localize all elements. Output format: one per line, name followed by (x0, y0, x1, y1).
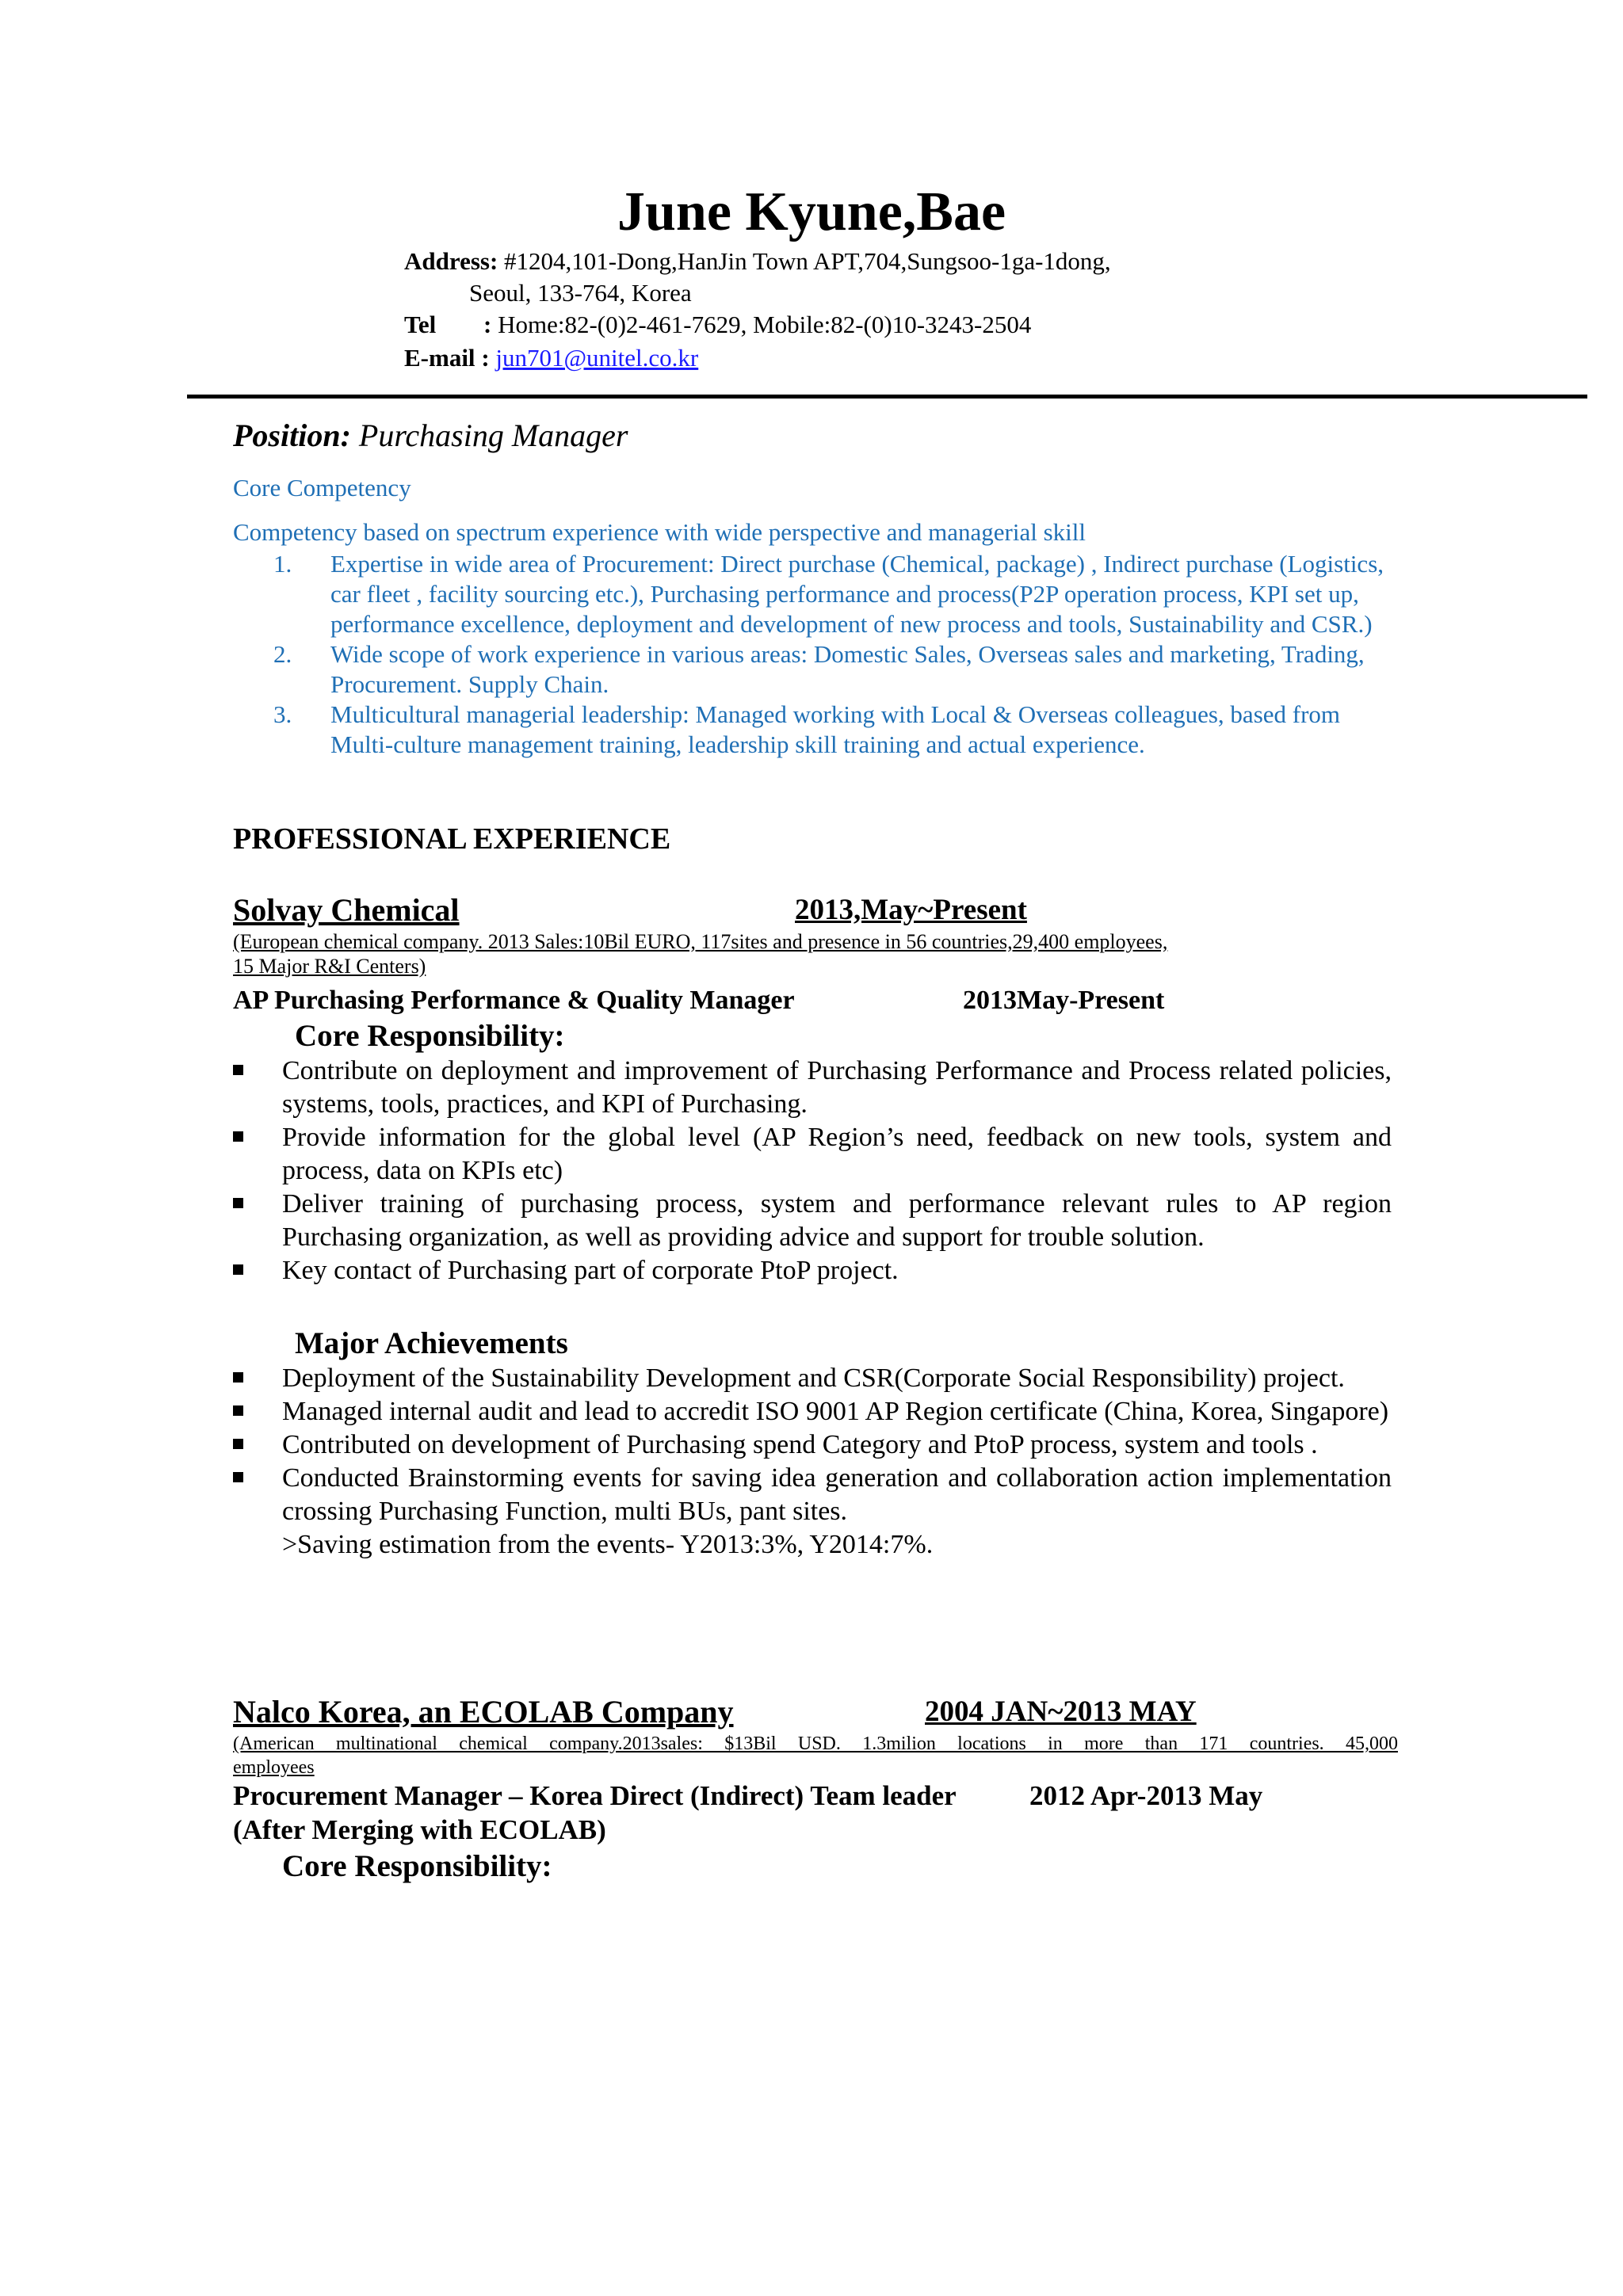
nalco-company-name: Nalco Korea, an ECOLAB Company (233, 1694, 734, 1730)
nalco-core-responsibility-title: Core Responsibility: (282, 1849, 552, 1883)
core-competency-intro: Competency based on spectrum experience with wide perspective and managerial skill (233, 518, 1086, 546)
list-item-text: Contribute on deployment and improvement of Purchasing Performance and Process related policies, systems, tools, practices, and KPI of Purchasing. (282, 1056, 1392, 1119)
tel-label: Tel (404, 311, 437, 338)
list-item-text: Key contact of Purchasing part of corporate PtoP project. (282, 1256, 899, 1285)
email-line (404, 342, 698, 374)
solvay-major-achievements-title: Major Achievements (295, 1326, 568, 1360)
tel-line (404, 309, 1031, 341)
competency-number: 1. (273, 550, 292, 578)
bullet-square-icon (233, 1131, 243, 1142)
list-item (233, 1188, 1392, 1254)
resume-name: June Kyune,Bae (617, 181, 1006, 242)
competency-number: 2. (273, 640, 292, 668)
position-value: Purchasing Manager (358, 418, 628, 453)
solvay-period: 2013,May~Present (795, 894, 1027, 926)
bullet-square-icon (233, 1264, 243, 1275)
solvay-company-name: Solvay Chemical (233, 892, 460, 928)
list-item (233, 1362, 1392, 1395)
position-line (233, 417, 628, 455)
list-item (233, 1121, 1392, 1188)
nalco-role: Procurement Manager – Korea Direct (Indirect) Team leader (233, 1780, 957, 1811)
email-colon: : (481, 344, 490, 372)
address-line-1 (404, 246, 1111, 277)
professional-experience-title: PROFESSIONAL EXPERIENCE (233, 822, 671, 856)
nalco-note-line-2: employees (233, 1757, 315, 1778)
bullet-square-icon (233, 1065, 243, 1075)
core-competency-title: Core Competency (233, 474, 411, 502)
competency-text: Expertise in wide area of Procurement: Direct purchase (Chemical, package) , Indirect purchase (Logistics, car fleet , facility sourcing etc.), Purchasing performance and process(P2P operation process, KPI set up, performance excellence, deployment and development of new process and tools, Sustainability and CSR.) (330, 550, 1384, 638)
email-label: E-mail (404, 344, 475, 372)
list-item (233, 1395, 1392, 1428)
tel-colon: : (483, 311, 492, 338)
solvay-note-line-1: (European chemical company. 2013 Sales:10Bil EURO, 117sites and presence in 56 countries,29,400 employees, (233, 930, 1168, 953)
solvay-note-line-2: 15 Major R&I Centers) (233, 955, 426, 978)
saving-estimation: >Saving estimation from the events- Y2013:3%, Y2014:7%. (282, 1530, 934, 1559)
nalco-role-note: (After Merging with ECOLAB) (233, 1814, 606, 1845)
header-divider (187, 395, 1587, 399)
nalco-note-line-1: (American multinational chemical company.2013sales: $13Bil USD. 1.3milion locations in more than 171 countries. 45,000 (233, 1733, 1398, 1754)
solvay-core-responsibility-list (233, 1055, 1392, 1287)
nalco-period: 2004 JAN~2013 MAY (925, 1695, 1197, 1728)
bullet-square-icon (233, 1405, 243, 1416)
competency-text: Multicultural managerial leadership: Managed working with Local & Overseas colleagues, based from Multi-culture management training, leadership skill training and actual experience. (330, 700, 1341, 758)
solvay-achievements-list (233, 1362, 1392, 1562)
competency-number: 3. (273, 700, 292, 728)
address-value-1: #1204,101-Dong,HanJin Town APT,704,Sungsoo-1ga-1dong, (504, 247, 1111, 275)
solvay-role: AP Purchasing Performance & Quality Manager (233, 986, 795, 1015)
list-item-text: Managed internal audit and lead to accredit ISO 9001 AP Region certificate (China, Korea, Singapore) (282, 1397, 1389, 1426)
bullet-square-icon (233, 1472, 243, 1482)
list-item (233, 1055, 1392, 1121)
solvay-role-period: 2013May-Present (963, 986, 1165, 1015)
competency-item (273, 549, 1399, 639)
list-item-text: Provide information for the global level (AP Region’s need, feedback on new tools, system and process, data on KPIs etc) (282, 1123, 1392, 1185)
list-item-text: Deployment of the Sustainability Development and CSR(Corporate Social Responsibility) project. (282, 1363, 1345, 1393)
tel-value: Home:82-(0)2-461-7629, Mobile:82-(0)10-3243-2504 (498, 311, 1032, 338)
email-link[interactable]: jun701@unitel.co.kr (495, 344, 699, 372)
competency-item (273, 639, 1399, 700)
list-item (233, 1428, 1392, 1462)
bullet-square-icon (233, 1372, 243, 1383)
position-label: Position: (233, 418, 351, 453)
list-item-text: Conducted Brainstorming events for saving idea generation and collaboration action implementation crossing Purchasing Function, multi BUs, pant sites. (282, 1463, 1392, 1526)
address-line-2: Seoul, 133-764, Korea (469, 279, 692, 307)
list-item-text: Deliver training of purchasing process, system and performance relevant rules to AP region Purchasing organization, as well as providing advice and support for trouble solution. (282, 1189, 1392, 1252)
list-item-text: Contributed on development of Purchasing spend Category and PtoP process, system and tools . (282, 1430, 1318, 1459)
solvay-core-responsibility-title: Core Responsibility: (295, 1019, 565, 1053)
bullet-square-icon (233, 1439, 243, 1449)
address-label: Address: (404, 247, 498, 275)
competency-item (273, 700, 1399, 760)
competency-text: Wide scope of work experience in various areas: Domestic Sales, Overseas sales and marketing, Trading, Procurement. Supply Chain. (330, 640, 1365, 698)
nalco-role-period: 2012 Apr-2013 May (1029, 1780, 1263, 1811)
list-item (233, 1462, 1392, 1528)
list-item (233, 1254, 1392, 1287)
bullet-square-icon (233, 1198, 243, 1208)
core-competency-list (273, 549, 1399, 760)
